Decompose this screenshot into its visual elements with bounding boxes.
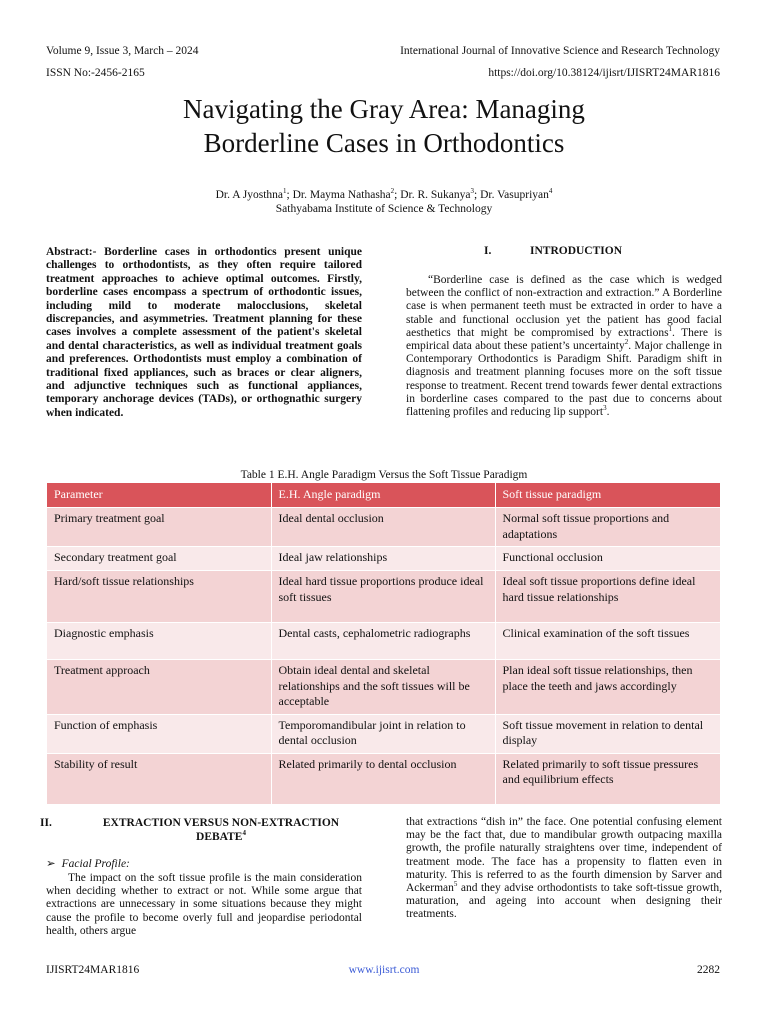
table-cell: Ideal jaw relationships: [271, 547, 495, 571]
header-issn: ISSN No:-2456-2165: [46, 67, 145, 79]
table-row: [47, 508, 720, 547]
bullet-arrow-icon: ➢: [46, 858, 56, 870]
section2-left-paragraph: [46, 872, 362, 938]
affiliation: Sathyabama Institute of Science & Technology: [275, 203, 493, 215]
header-doi[interactable]: https://doi.org/10.38124/ijisrt/IJISRT24MAR1816: [488, 67, 720, 79]
intro-number: I.: [484, 245, 492, 257]
table-row: [47, 571, 720, 623]
col-header-angle: E.H. Angle paradigm: [271, 483, 495, 508]
section2-title-sup: 4: [242, 829, 246, 838]
section2-title: [80, 816, 362, 844]
section2-right-text-b: and they advise orthodontists to take soft-tissue growth, maturation, and ageing into account when designing their treatments.: [406, 882, 722, 921]
intro-sup-2: 2: [624, 338, 629, 347]
author-3: ; Dr. R. Sukanya: [394, 189, 471, 201]
table-cell: Dental casts, cephalometric radiographs: [271, 623, 495, 660]
header-journal: International Journal of Innovative Science and Research Technology: [400, 45, 720, 57]
author-block: [0, 188, 768, 216]
section2-right-sup: 5: [453, 880, 458, 889]
table-header-row: [47, 483, 720, 508]
section2-title-line-2-text: DEBATE: [196, 831, 243, 843]
table-cell: Ideal hard tissue proportions produce ideal soft tissues: [271, 571, 495, 623]
author-2: ; Dr. Mayma Nathasha: [286, 189, 391, 201]
table-row: [47, 660, 720, 715]
intro-title: INTRODUCTION: [530, 245, 623, 257]
table-cell: Related primarily to soft tissue pressures and equilibrium effects: [495, 753, 720, 804]
table-cell: Related primarily to dental occlusion: [271, 753, 495, 804]
table-cell: Hard/soft tissue relationships: [47, 571, 271, 623]
author-1-sup: 1: [283, 187, 287, 196]
table-cell: Soft tissue movement in relation to dental display: [495, 714, 720, 753]
table-cell: Clinical examination of the soft tissues: [495, 623, 720, 660]
footer-website-link[interactable]: www.ijisrt.com: [348, 964, 420, 976]
table-cell: Stability of result: [47, 753, 271, 804]
table-cell: Function of emphasis: [47, 714, 271, 753]
page-number: 2282: [697, 964, 720, 976]
table-cell: Obtain ideal dental and skeletal relationships and the soft tissues will be acceptable: [271, 660, 495, 715]
table-row: [47, 714, 720, 753]
col-header-soft-tissue: Soft tissue paradigm: [495, 483, 720, 508]
intro-text-end: .: [606, 406, 610, 419]
section2-title-line-1: EXTRACTION VERSUS NON-EXTRACTION: [102, 817, 340, 829]
table-cell: Functional occlusion: [495, 547, 720, 571]
section2-right-text-a: that extractions “dish in” the face. One potential confusing element may be the fact that, due to mandibular growth outpacing maxilla growth, the profile naturally straightens over time, independent of treatment mode. The face has a propensity to flatten even in maturity. This is referred to as the fourth dimension by Sarver and Ackerman: [406, 816, 722, 895]
intro-text-3: . Major challenge in Contemporary Orthodontics is Paradigm Shift. Paradigm shift in diagnosis and treatment planning focuses more on the soft tissue response to treatment. Recent trend towards fewer dental extractions in borderline cases compared to the past due to concerns about flattening profiles and reducing lip support: [406, 340, 723, 419]
intro-paragraph: [406, 274, 722, 419]
table-cell: Secondary treatment goal: [47, 547, 271, 571]
intro-sup-3: 3: [603, 404, 607, 413]
table-cell: Primary treatment goal: [47, 508, 271, 547]
table-cell: Treatment approach: [47, 660, 271, 715]
intro-sup-1: 1: [668, 324, 673, 333]
facial-profile-subheading: [46, 856, 130, 870]
author-3-sup: 3: [470, 187, 475, 196]
author-4-sup: 4: [548, 187, 553, 196]
section2-title-line-2: [80, 830, 362, 844]
title-line-2: Borderline Cases in Orthodontics: [203, 128, 565, 158]
table-cell: Ideal soft tissue proportions define ideal hard tissue relationships: [495, 571, 720, 623]
table-cell: Plan ideal soft tissue relationships, then place the teeth and jaws accordingly: [495, 660, 720, 715]
footer-id: IJISRT24MAR1816: [46, 964, 140, 976]
table-row: [47, 753, 720, 804]
section2-number: II.: [40, 817, 52, 829]
intro-text-1: “Borderline case is defined as the case which is wedged between the conflict of non-extraction and extraction.” A Borderline case is when permanent teeth must be extracted in order to have a stable and functional occlusion yet the patient has good facial aesthetics that might be compromised by extractions: [406, 274, 722, 339]
comparison-table: [47, 483, 721, 804]
author-2-sup: 2: [390, 187, 395, 196]
section2-right-paragraph: [406, 816, 722, 922]
table-caption: Table 1 E.H. Angle Paradigm Versus the Soft Tissue Paradigm: [240, 469, 528, 481]
table-row: [47, 623, 720, 660]
col-header-parameter: Parameter: [47, 483, 271, 508]
title-line-1: Navigating the Gray Area: Managing: [183, 94, 585, 124]
paper-title: [0, 92, 768, 160]
section2-left-text: The impact on the soft tissue profile is the main consideration when deciding whether to extract or not. While some argue that extractions are unnecessary in some situations because they might cause the profile to become overly full and jeopardise periodontal health, others argue: [46, 872, 362, 937]
author-list: [0, 188, 768, 202]
intro-text-2: . There is empirical data about these patient’s uncertainty: [406, 326, 722, 353]
table-cell: Temporomandibular joint in relation to dental occlusion: [271, 714, 495, 753]
table-cell: Normal soft tissue proportions and adaptations: [495, 508, 720, 547]
author-4: ; Dr. Vasupriyan: [474, 189, 549, 201]
header-volume: Volume 9, Issue 3, March – 2024: [46, 45, 199, 57]
abstract: Abstract:- Borderline cases in orthodontics present unique challenges to orthodontists, as they often require tailored treatment approaches to achieve optimal outcomes. Firstly, borderline cases encompass a spectrum of orthodontic issues, including mild to moderate malocclusions, skeletal discrepancies, and asymmetries. Treatment planning for these cases involves a complete assessment of the patient's skeletal and dental characteristics, as well as individual treatment goals and preferences. Orthodontists must employ a combination of traditional fixed appliances, such as braces or clear aligners, and adjunctive techniques such as functional appliances, temporary anchorage devices (TADs), or orthognathic surgery when indicated.: [46, 246, 362, 419]
table-cell: Ideal dental occlusion: [271, 508, 495, 547]
author-1: Dr. A Jyosthna: [215, 189, 284, 201]
table-cell: Diagnostic emphasis: [47, 623, 271, 660]
facial-profile-label: Facial Profile:: [61, 858, 130, 870]
table-row: [47, 547, 720, 571]
